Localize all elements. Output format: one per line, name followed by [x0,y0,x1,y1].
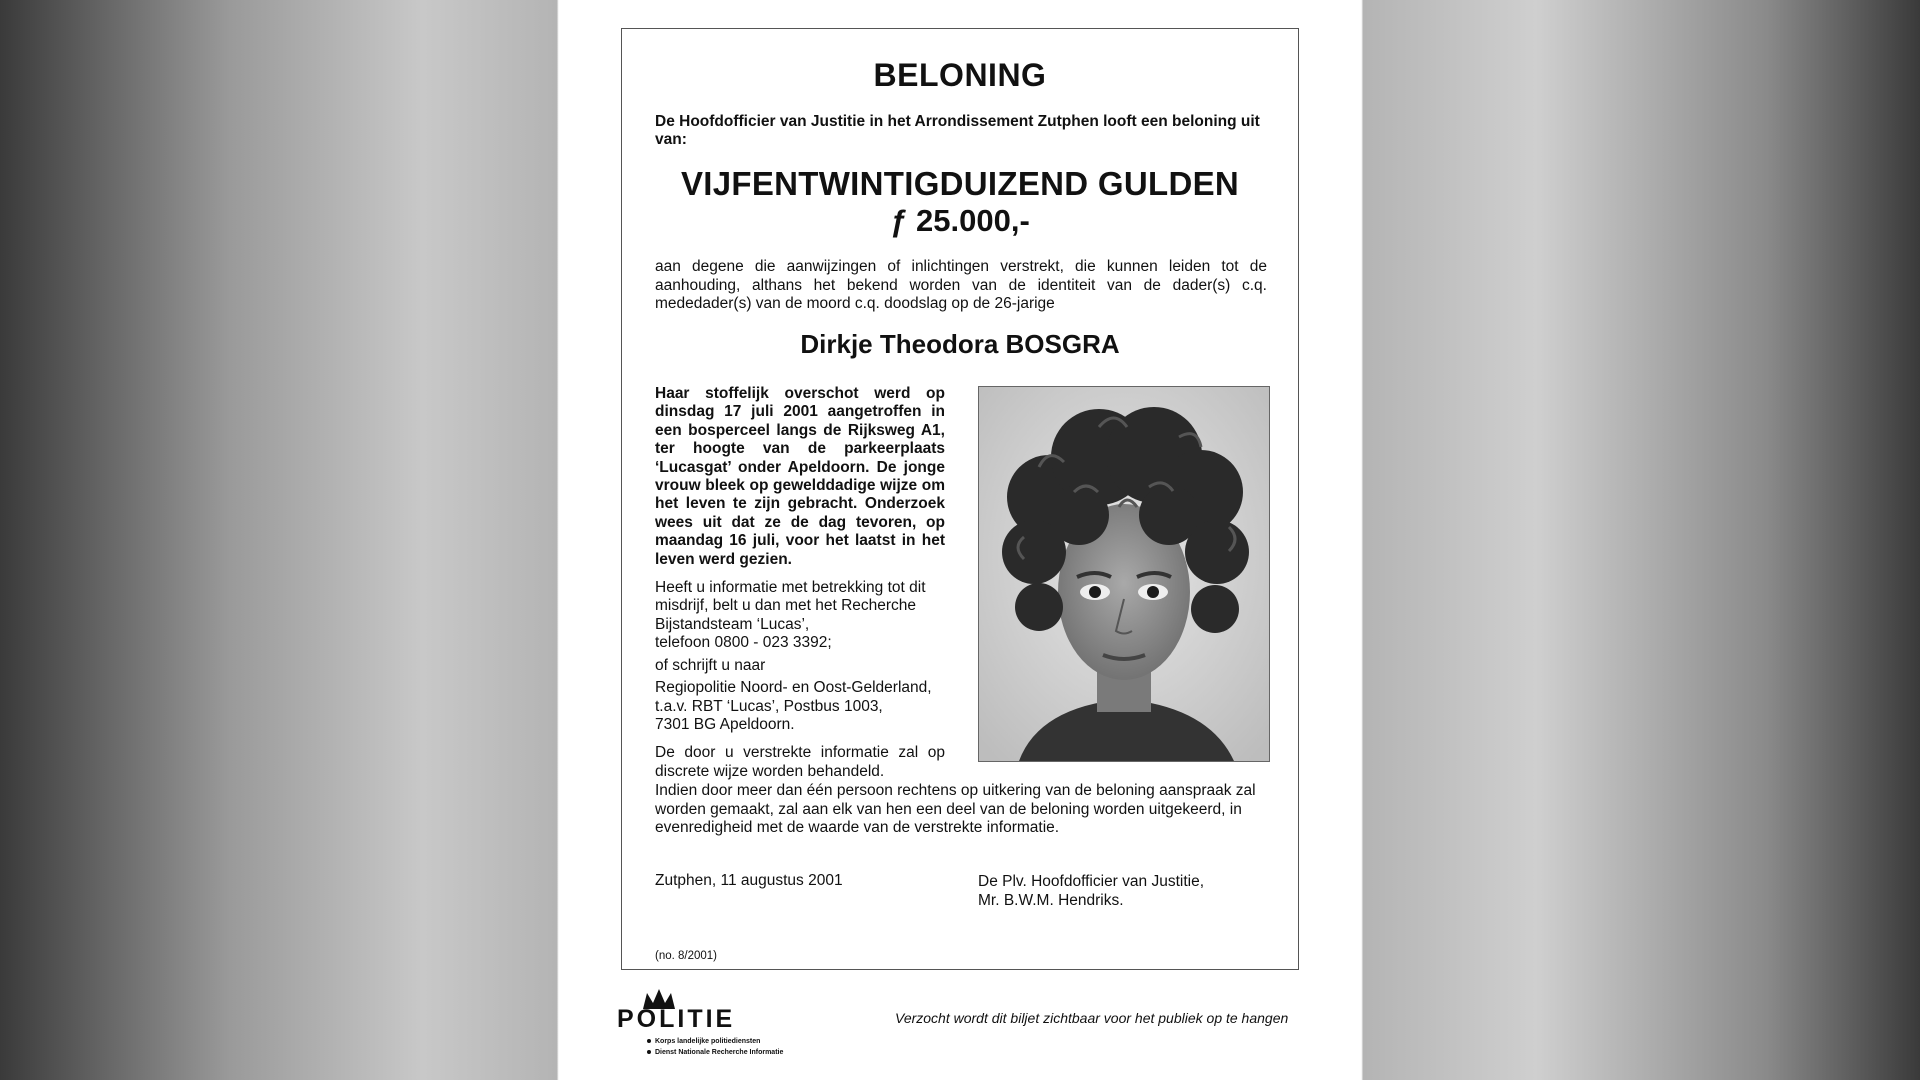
politie-logo [617,985,797,1065]
write-intro: of schrijft u naar [655,656,766,674]
signatory-title: De Plv. Hoofdofficier van Justitie, [978,873,1204,890]
address-line-1: Regiopolitie Noord- en Oost-Gelderland, [655,679,932,697]
logo-line-2 [647,1049,783,1056]
intro-text: De Hoofdofficier van Justitie in het Arrondissement Zutphen looft een beloning uit van: [655,113,1260,148]
address-line-3: 7301 BG Apeldoorn. [655,715,795,733]
description-text: aan degene die aanwijzingen of inlichtingen verstrekt, die kunnen leiden tot de aanhouding, althans het bekend worden van de identiteit van de dader(s) c.q. mededader(s) van de moord c.q. doodslag op de 26-jarige [655,258,1267,312]
hang-notice: Verzocht wordt dit biljet zichtbaar voor het publiek op te hangen [895,1010,1289,1026]
victim-photo [978,386,1270,762]
poster-frame [621,28,1299,970]
place-date: Zutphen, 11 augustus 2001 [655,872,843,889]
portrait-illustration [979,387,1269,761]
signatory-name: Mr. B.W.M. Hendriks. [978,892,1124,909]
details-column [655,385,945,791]
logo-line-1 [647,1038,760,1045]
reward-amount-number: ƒ 25.000,- [890,203,1030,238]
signature-block [978,872,1204,910]
discretion-note: De door u verstrekte informatie zal op discrete wijze worden behandeld. [655,744,945,780]
logo-line-1-text: Korps landelijke politiediensten [655,1038,761,1045]
poster-sheet [559,0,1361,1080]
logo-line-2-text: Dienst Nationale Recherche Informatie [655,1049,784,1056]
address-block [655,679,945,734]
details-text: Haar stoffelijk overschot werd op dinsdag 17 juli 2001 aangetroffen in een bosperceel langs de Rijksweg A1, ter hoogte van de parkeerplaats ‘Lucasgat’ onder Apeldoorn. De jonge vrouw bleek op gewelddadige wijze om het leven te zijn gebracht. Onderzoek wees uit dat ze de dag tevoren, op maandag 16 juli, voor het laatst in het leven werd gezien. [655,385,945,568]
logo-word: POLITIE [617,1005,736,1033]
bullet-icon [647,1039,651,1043]
contact-block [655,579,945,653]
reward-amount-words: VIJFENTWINTIGDUIZEND GULDEN [680,165,1240,202]
phone-number: telefoon 0800 - 023 3392; [655,634,832,652]
bullet-icon [647,1050,651,1054]
victim-name: Dirkje Theodora BOSGRA [800,329,1120,359]
address-line-2: t.a.v. RBT ‘Lucas’, Postbus 1003, [655,697,883,715]
share-note: Indien door meer dan één persoon rechtens op uitkering van de beloning aanspraak zal worden gemaakt, zal aan elk van hen een deel van de beloning worden uitgekeerd, in evenredigheid met de waarde van de verstrekte informatie. [655,782,1256,836]
poster-title: BELONING [873,57,1047,93]
poster-number: (no. 8/2001) [655,950,718,962]
contact-intro: Heeft u informatie met betrekking tot dit misdrijf, belt u dan met het Recherche Bijstandsteam ‘Lucas’, [655,579,926,633]
